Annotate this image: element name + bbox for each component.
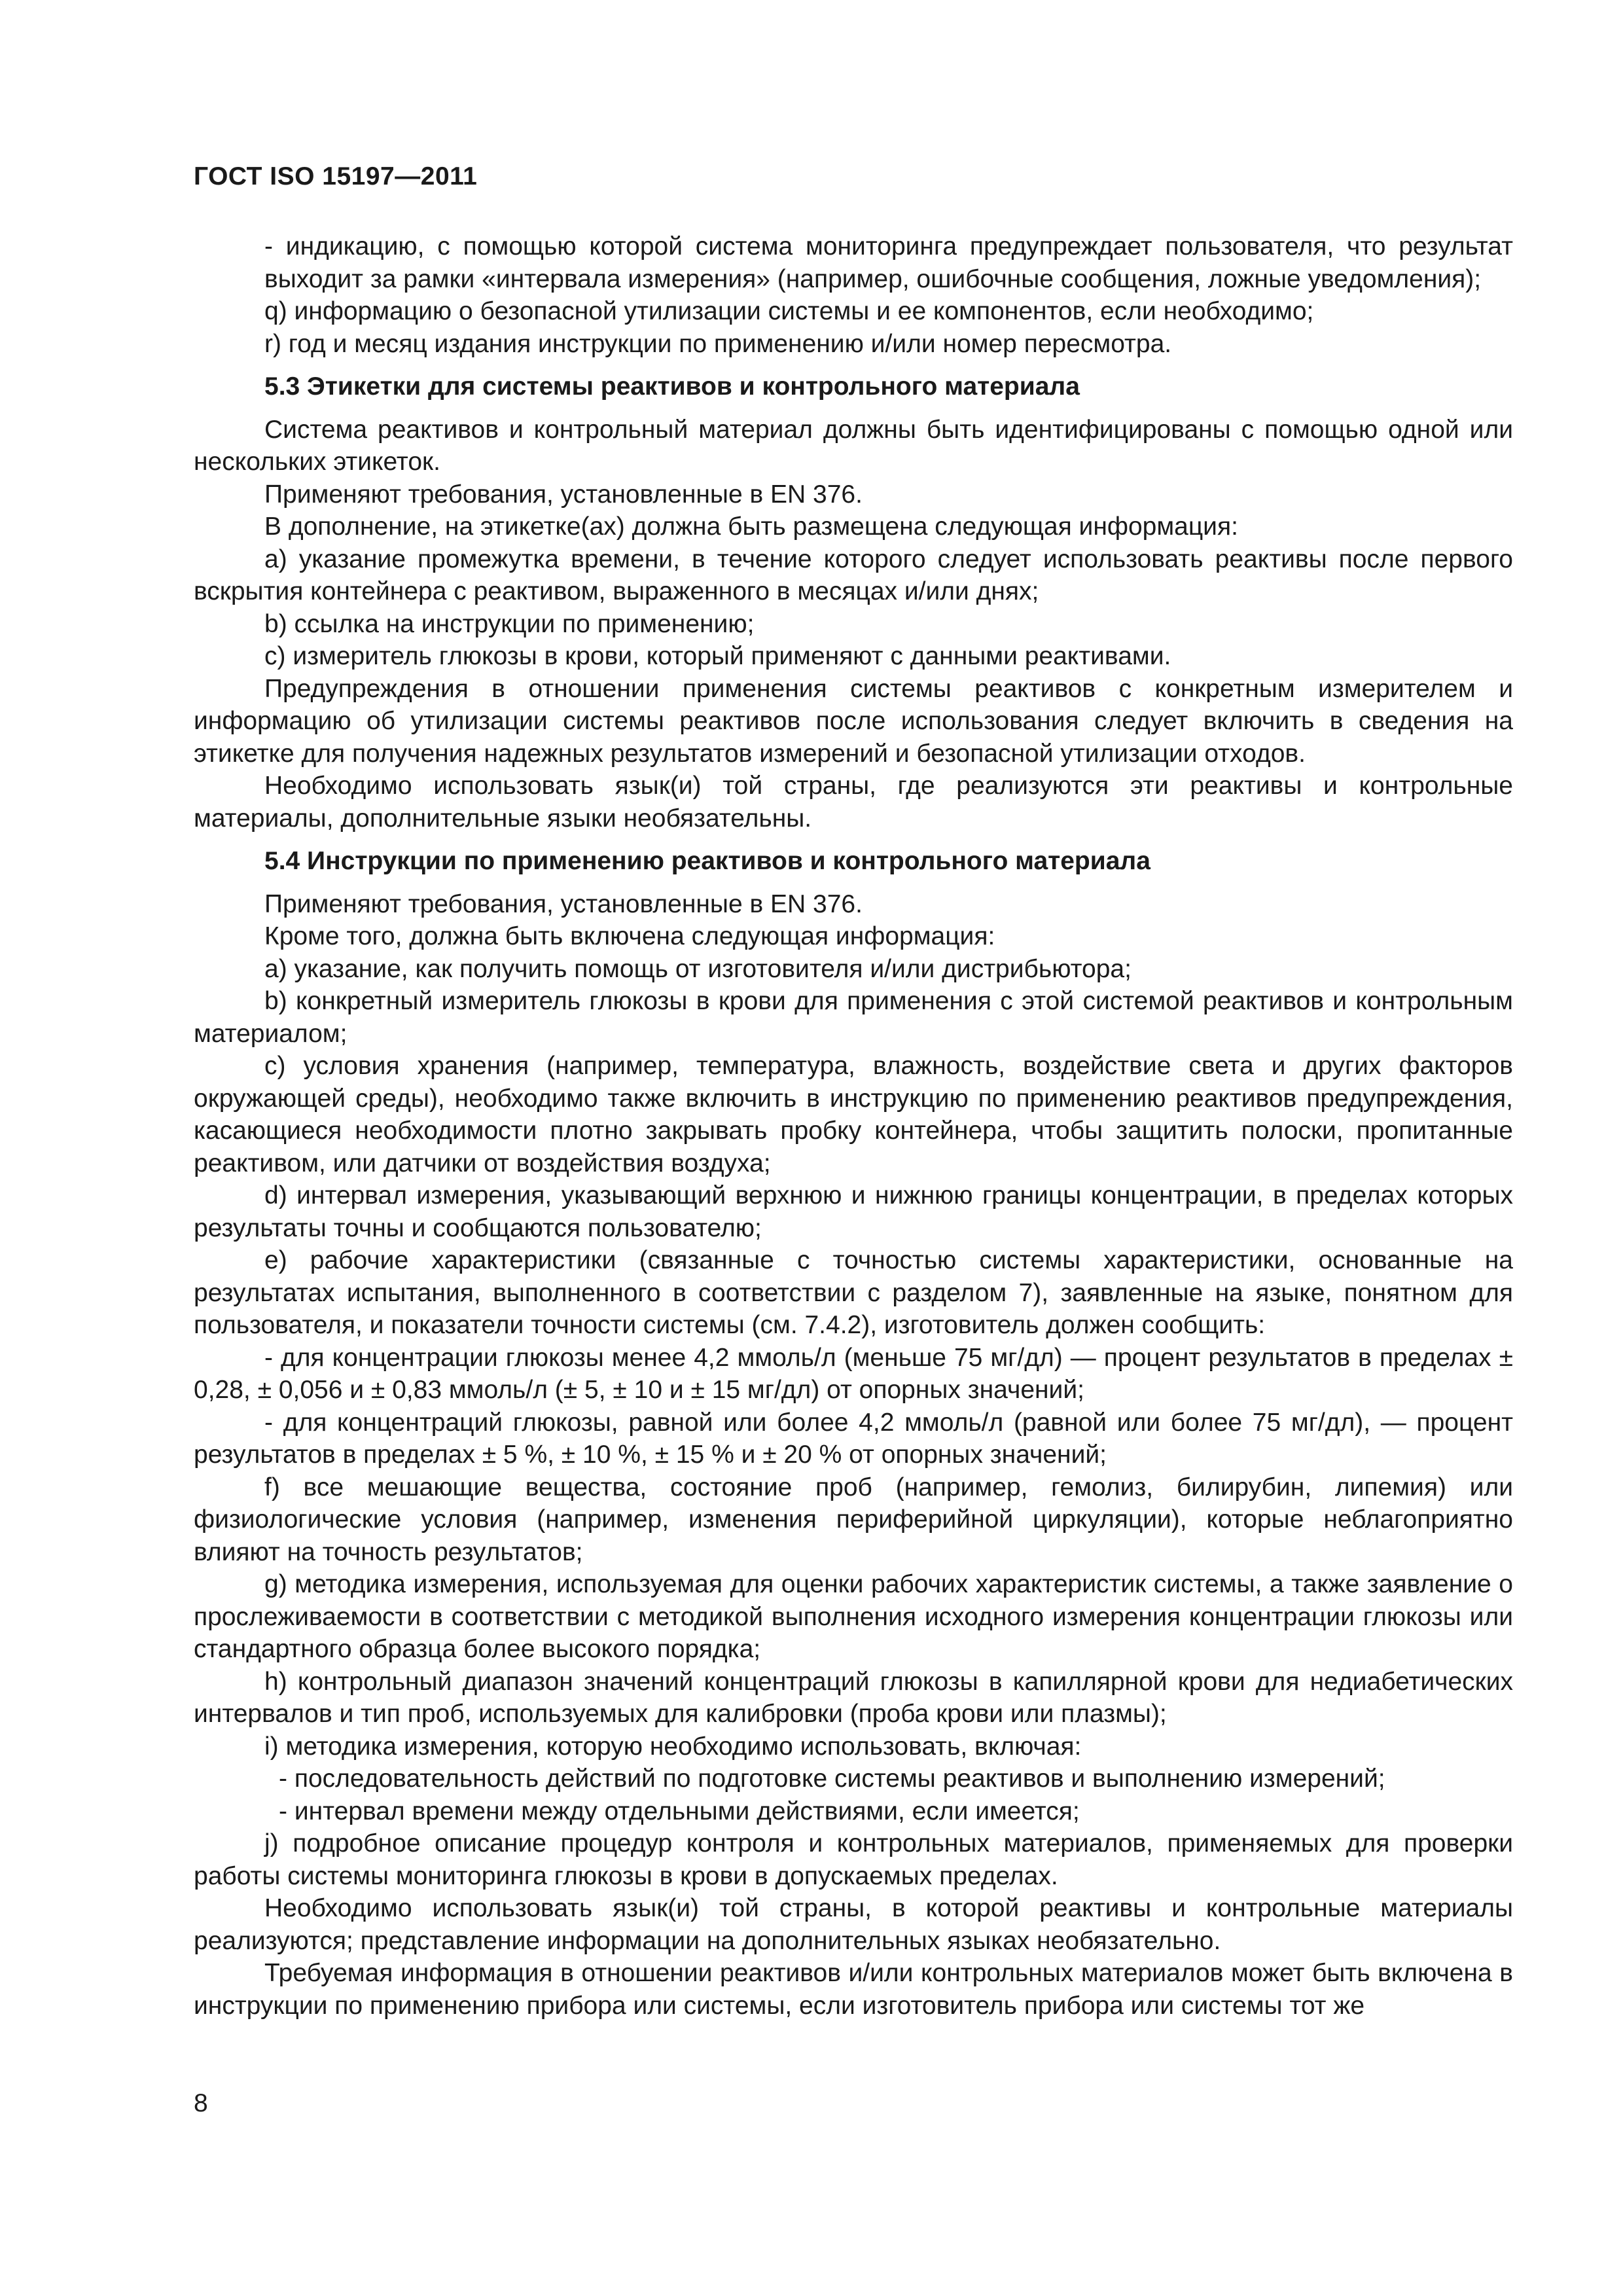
paragraph: Кроме того, должна быть включена следующая информация: [264, 922, 995, 950]
list-item-q: q) информацию о безопасной утилизации системы и ее компонентов, если необходимо; [264, 297, 1314, 325]
document-header: ГОСТ ISO 15197—2011 [194, 162, 478, 190]
paragraph: Необходимо использовать язык(и) той страны, где реализуются эти реактивы и контрольные материалы, дополнительные языки необязательны. [194, 772, 1513, 833]
list-item-h: h) контрольный диапазон значений концентраций глюкозы в капиллярной крови для недиабетических интервалов и тип проб, используемых для калибровки (проба крови или плазмы); [194, 1667, 1513, 1728]
list-item-i: i) методика измерения, которую необходимо использовать, включая: [264, 1732, 1082, 1761]
list-item-b: b) ссылка на инструкции по применению; [264, 609, 755, 638]
list-item-f: f) все мешающие вещества, состояние проб (например, гемолиз, билирубин, липемия) или физиологические условия (например, изменения периферийной циркуляции), которые неблагоприятно влияют на точность результатов; [194, 1473, 1513, 1566]
paragraph: В дополнение, на этикетке(ах) должна быть размещена следующая информация: [264, 512, 1238, 541]
paragraph: Применяют требования, установленные в EN 376. [264, 480, 863, 509]
list-item-dash: - для концентрации глюкозы менее 4,2 ммоль/л (меньше 75 мг/дл) — процент результатов в пределах ± 0,28, ± 0,056 и ± 0,83 ммоль/л (± 5, ± 10 и ± 15 мг/дл) от опорных значений; [194, 1343, 1513, 1404]
list-item-e: e) рабочие характеристики (связанные с точностью системы характеристики, основанные на результатах испытания, выполненного в соответствии с разделом 7), заявленные на языке, понятном для пользователя, и показатели точности системы (см. 7.4.2), изготовитель должен сообщить: [194, 1246, 1513, 1339]
list-item-a: a) указание, как получить помощь от изготовителя и/или дистрибьютора; [264, 954, 1132, 983]
paragraph: Система реактивов и контрольный материал должны быть идентифицированы с помощью одной или нескольких этикеток. [194, 415, 1513, 476]
list-item-dash: - интервал времени между отдельными действиями, если имеется; [279, 1797, 1080, 1825]
list-item-dash: - индикацию, с помощью которой система мониторинга предупреждает пользователя, что результат выходит за рамки «интервала измерения» (например, ошибочные сообщения, ложные уведомления); [264, 232, 1513, 293]
paragraph: Применяют требования, установленные в EN 376. [264, 889, 863, 918]
document-body [194, 230, 1513, 2022]
list-item-a: a) указание промежутка времени, в течение которого следует использовать реактивы после первого вскрытия контейнера с реактивом, выраженного в месяцах и/или днях; [194, 545, 1513, 605]
list-item-dash: - последовательность действий по подготовке системы реактивов и выполнению измерений; [279, 1765, 1385, 1793]
paragraph: Предупреждения в отношении применения системы реактивов с конкретным измерителем и информацию об утилизации системы реактивов после использования следует включить в сведения на этикетке для получения надежных результатов измерений и безопасной утилизации отходов. [194, 674, 1513, 768]
section-heading-5-4: 5.4 Инструкции по применению реактивов и контрольного материала [264, 847, 1150, 875]
list-item-j: j) подробное описание процедур контроля и контрольных материалов, применяемых для проверки работы системы мониторинга глюкозы в крови в допускаемых пределах. [194, 1829, 1513, 1890]
list-item-d: d) интервал измерения, указывающий верхнюю и нижнюю границы концентрации, в пределах которых результаты точны и сообщаются пользователю; [194, 1181, 1513, 1242]
list-item-g: g) методика измерения, используемая для оценки рабочих характеристик системы, а также заявление о прослеживаемости в соответствии с методикой выполнения исходного измерения концентрации глюкозы или стандартного образца более высокого порядка; [194, 1570, 1513, 1663]
page-number: 8 [194, 2089, 208, 2117]
paragraph: Требуемая информация в отношении реактивов и/или контрольных материалов может быть включена в инструкции по применению прибора или системы, если изготовитель прибора или системы тот же [194, 1959, 1513, 2020]
list-item-r: r) год и месяц издания инструкции по применению и/или номер пересмотра. [264, 329, 1172, 358]
list-item-b: b) конкретный измеритель глюкозы в крови для применения с этой системой реактивов и контрольным материалом; [194, 987, 1513, 1048]
list-item-c: c) условия хранения (например, температура, влажность, воздействие света и других факторов окружающей среды), необходимо также включить в инструкцию по применению реактивов предупреждения, касающиеся необходимости плотно закрывать пробку контейнера, чтобы защитить полоски, пропитанные реактивом, или датчики от воздействия воздуха; [194, 1052, 1513, 1177]
list-item-c: c) измеритель глюкозы в крови, который применяют с данными реактивами. [264, 642, 1171, 670]
section-heading-5-3: 5.3 Этикетки для системы реактивов и контрольного материала [264, 372, 1080, 401]
list-item-dash: - для концентраций глюкозы, равной или более 4,2 ммоль/л (равной или более 75 мг/дл), — процент результатов в пределах ± 5 %, ± 10 %, ± 15 % и ± 20 % от опорных значений; [194, 1408, 1513, 1469]
paragraph: Необходимо использовать язык(и) той страны, в которой реактивы и контрольные материалы реализуются; представление информации на дополнительных языках необязательно. [194, 1894, 1513, 1955]
